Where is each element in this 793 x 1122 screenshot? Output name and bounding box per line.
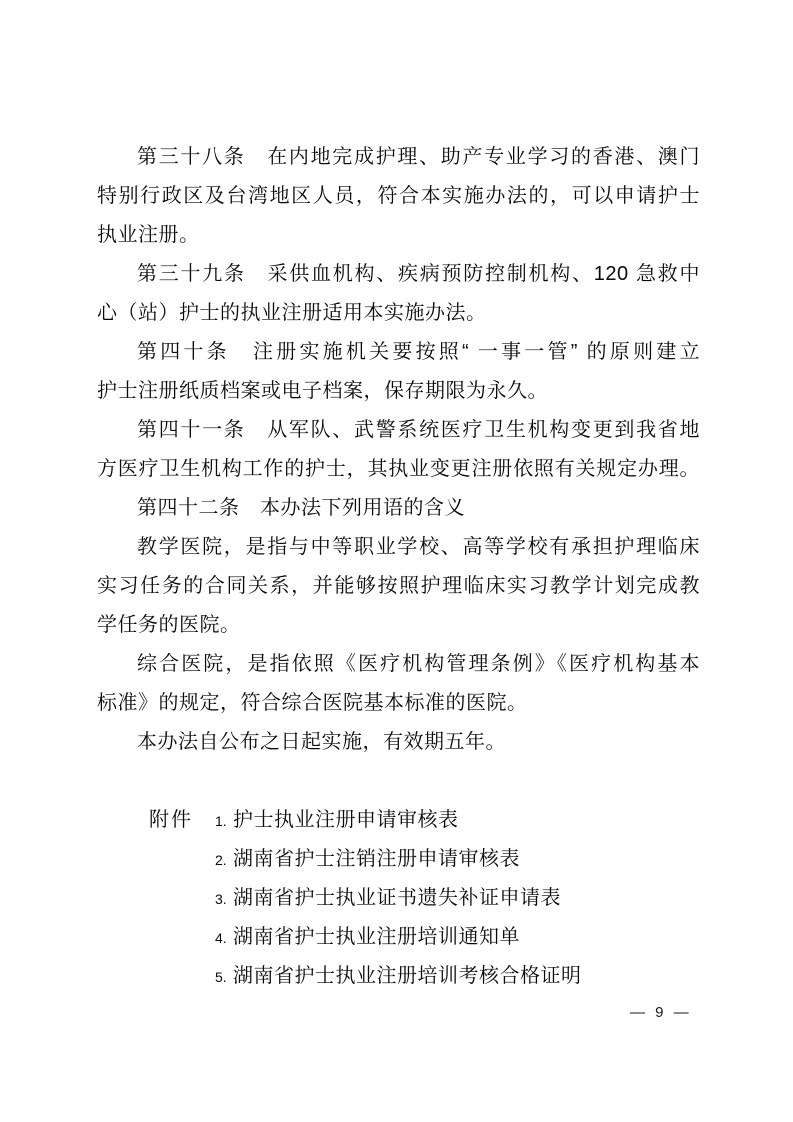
text-line: 标准》的规定，符合综合医院基本标准的医院。 (97, 692, 528, 714)
attachment-title: 护士执业注册申请审核表 (233, 809, 459, 831)
text-line: 第三十八条 在内地完成护理、助产专业学习的香港、澳门 (137, 146, 700, 168)
text-line: 学任务的医院。 (97, 614, 241, 636)
text-line: 教学医院，是指与中等职业学校、高等学校有承担护理临床 (137, 536, 700, 558)
text-line: 第三十九条 采供血机构、疾病预防控制机构、120 急救中 (137, 263, 700, 285)
text-line: 第四十二条 本办法下列用语的含义 (137, 497, 465, 519)
attachment-number: 1. (215, 813, 227, 829)
attachment-title: 湖南省护士执业注册培训考核合格证明 (233, 965, 582, 987)
document-body (97, 138, 700, 996)
text-line: 执业注册。 (97, 224, 200, 246)
paragraph-general-hospital-definition (97, 645, 700, 723)
text-line: 实习任务的合同关系，并能够按照护理临床实习教学计划完成教 (97, 575, 700, 597)
paragraph-article-38 (97, 138, 700, 255)
attachment-item-2 (215, 840, 582, 879)
attachment-number: 3. (215, 891, 227, 907)
paragraph-article-40 (97, 333, 700, 411)
text-line: 护士注册纸质档案或电子档案，保存期限为永久。 (97, 380, 548, 402)
paragraph-teaching-hospital-definition (97, 528, 700, 645)
attachment-item-4 (215, 918, 582, 957)
paragraph-article-39 (97, 255, 700, 333)
attachment-number: 2. (215, 852, 227, 868)
paragraph-article-42 (97, 489, 700, 528)
paragraph-effective-date (97, 723, 700, 762)
text-line: 方医疗卫生机构工作的护士，其执业变更注册依照有关规定办理。 (97, 458, 700, 480)
attachment-title: 湖南省护士执业证书遗失补证申请表 (233, 887, 561, 909)
attachments-label: 附件 (149, 809, 193, 831)
attachment-title: 湖南省护士执业注册培训通知单 (233, 926, 520, 948)
paragraph-article-41 (97, 411, 700, 489)
text-line: 特别行政区及台湾地区人员，符合本实施办法的，可以申请护士 (97, 185, 700, 207)
text-line: 综合医院，是指依照《医疗机构管理条例》《医疗机构基本 (137, 653, 700, 675)
attachment-item-3 (215, 879, 582, 918)
attachment-number: 4. (215, 930, 227, 946)
text-line: 本办法自公布之日起实施，有效期五年。 (137, 731, 506, 753)
text-line: 第四十条 注册实施机关要按照“ 一事一管” 的原则建立 (137, 341, 700, 363)
text-line: 心（站）护士的执业注册适用本实施办法。 (97, 302, 487, 324)
text-line: 第四十一条 从军队、武警系统医疗卫生机构变更到我省地 (137, 419, 700, 441)
attachment-number: 5. (215, 969, 227, 985)
page-number: — 9 — (630, 1004, 692, 1021)
attachments-list (215, 801, 582, 996)
attachment-title: 湖南省护士注销注册申请审核表 (233, 848, 520, 870)
attachments-block (97, 801, 700, 996)
attachment-item-1 (215, 801, 582, 840)
attachment-item-5 (215, 957, 582, 996)
